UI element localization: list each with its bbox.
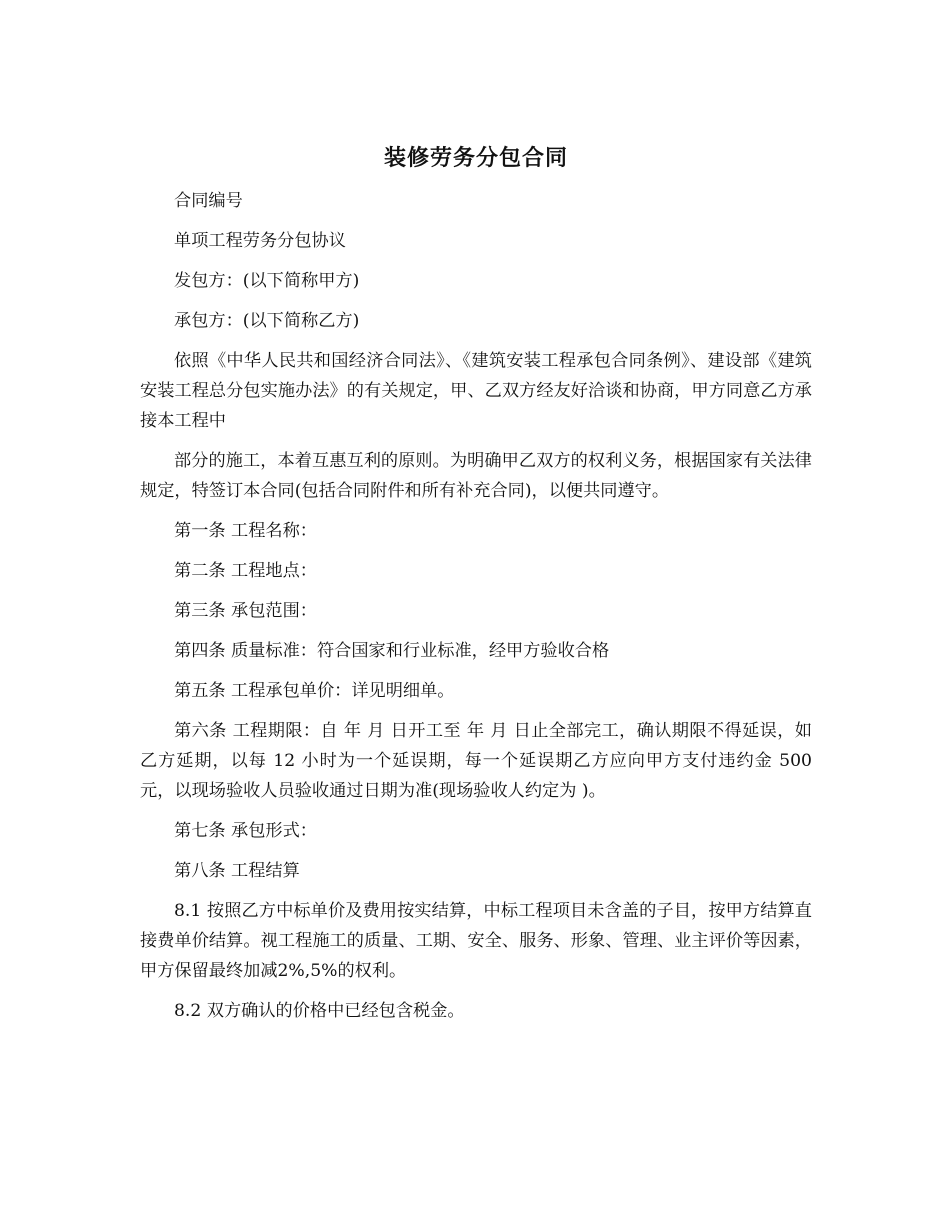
paragraph-contract-number: 合同编号 bbox=[174, 191, 243, 211]
article-7-contract-form: 第七条 承包形式： bbox=[174, 821, 317, 841]
clause-8-2: 8.2 双方确认的价格中已经包含税金。 bbox=[174, 1001, 465, 1021]
article-2-project-location: 第二条 工程地点： bbox=[174, 561, 317, 581]
article-8-settlement: 第八条 工程结算 bbox=[174, 861, 300, 881]
article-5-unit-price: 第五条 工程承包单价：详见明细单。 bbox=[174, 681, 455, 701]
paragraph-party-a: 发包方：(以下简称甲方) bbox=[174, 271, 360, 291]
paragraph-legal-basis: 依照《中华人民共和国经济合同法》、《建筑安装工程承包合同条例》、建设部《建筑安装工程总分包实施办法》的有关规定，甲、乙双方经友好洽谈和协商，甲方同意乙方承接本工程中 bbox=[140, 351, 812, 431]
paragraph-agreement-name: 单项工程劳务分包协议 bbox=[174, 231, 346, 251]
clause-8-1: 8.1 按照乙方中标单价及费用按实结算，中标工程项目未含盖的子目，按甲方结算直接费单价结算。视工程施工的质量、工期、安全、服务、形象、管理、业主评价等因素，甲方保留最终加减2%,5%的权利。 bbox=[140, 901, 812, 981]
paragraph-party-b: 承包方：(以下简称乙方) bbox=[174, 311, 360, 331]
article-4-quality-standard: 第四条 质量标准：符合国家和行业标准，经甲方验收合格 bbox=[174, 641, 610, 661]
article-1-project-name: 第一条 工程名称： bbox=[174, 521, 317, 541]
document-body bbox=[140, 186, 812, 1036]
article-6-duration: 第六条 工程期限：自 年 月 日开工至 年 月 日止全部完工，确认期限不得延误，如乙方延期，以每 12 小时为一个延误期，每一个延误期乙方应向甲方支付违约金 500 元，以现场验收人员验收通过日期为准(现场验收人约定为 )。 bbox=[140, 721, 812, 801]
document-title: 装修劳务分包合同 bbox=[383, 145, 568, 171]
article-3-scope: 第三条 承包范围： bbox=[174, 601, 317, 621]
paragraph-purpose: 部分的施工，本着互惠互利的原则。为明确甲乙双方的权利义务，根据国家有关法律规定，特签订本合同(包括合同附件和所有补充合同)，以便共同遵守。 bbox=[140, 451, 812, 501]
